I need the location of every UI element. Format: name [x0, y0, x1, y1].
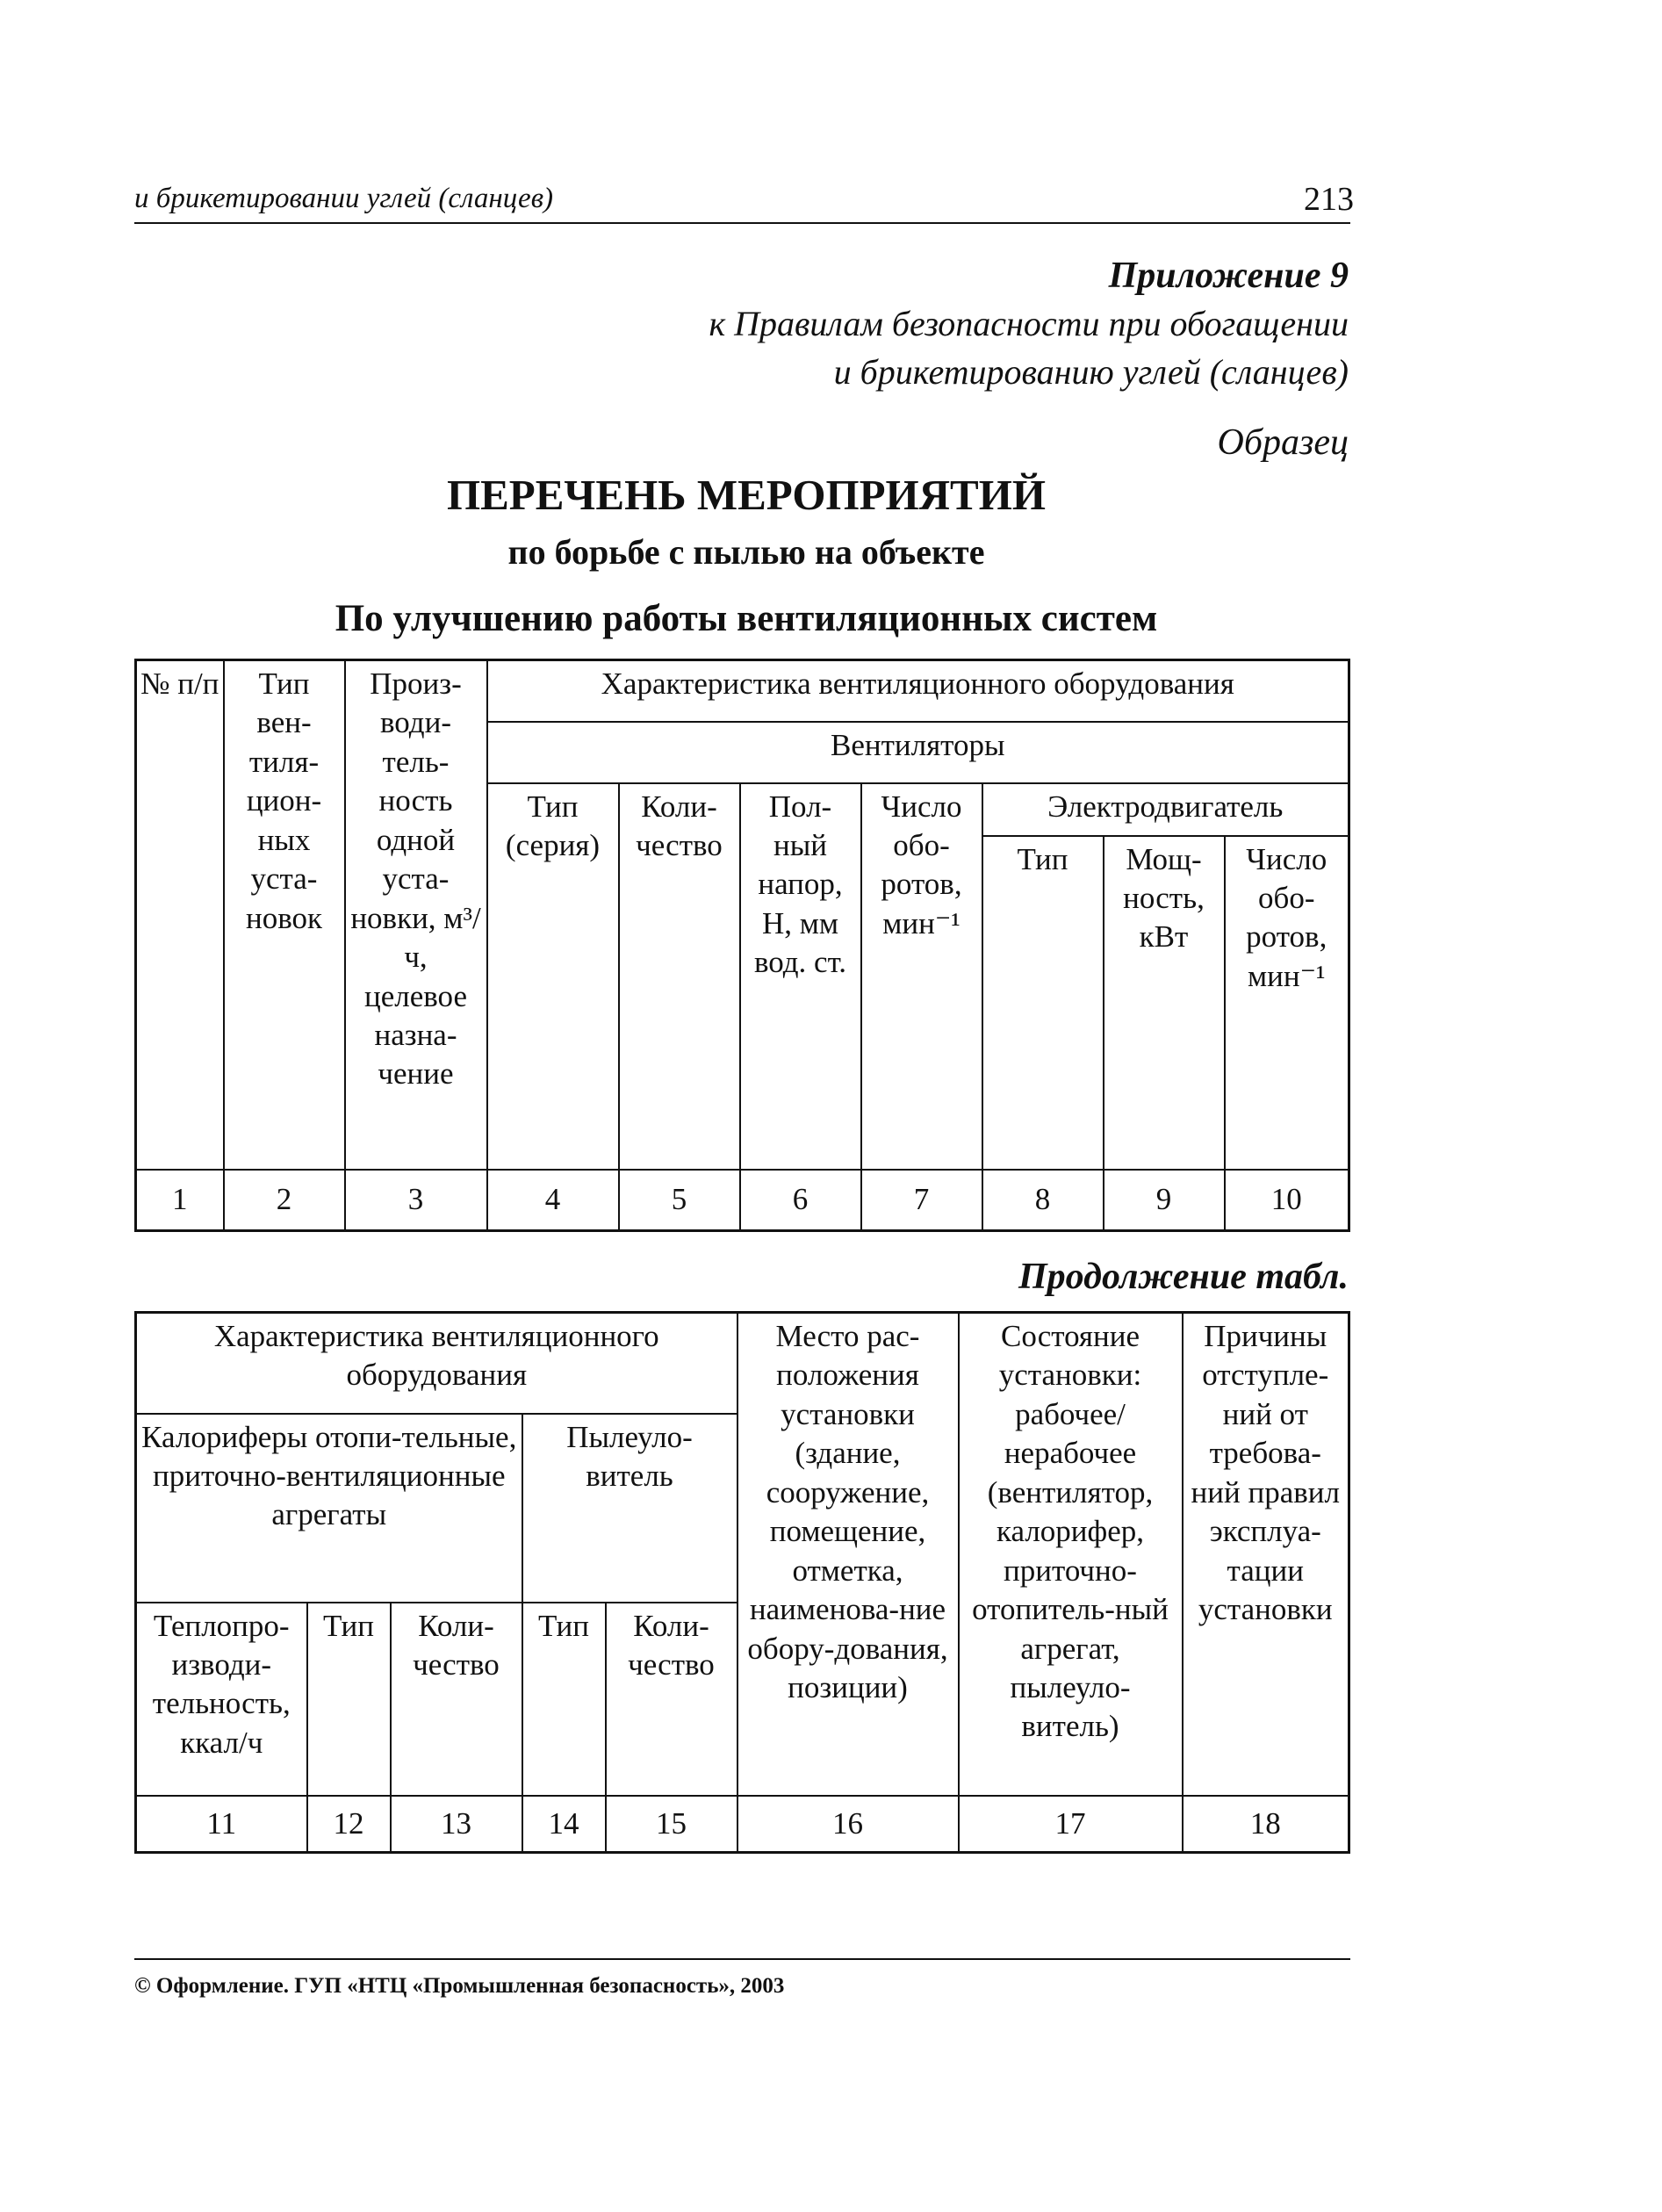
column-number: 7 — [861, 1170, 982, 1231]
column-number: 8 — [982, 1170, 1104, 1231]
header-fan-rpm: Число обо-ротов, мин⁻¹ — [861, 783, 982, 1170]
ventilation-table-continued — [134, 1311, 1350, 1854]
footer-rule — [134, 1958, 1350, 1960]
appendix-line-1: к Правилам безопасности при обогащении — [709, 304, 1349, 343]
header-performance: Произ-води-тель-ность одной уста-новки, м³/ч, целевое назна-чение — [345, 660, 487, 1170]
header-state: Состояние установки: рабочее/ нерабочее (вентилятор, калорифер, приточно-отопитель-ный агрегат, пылеуло-витель) — [959, 1313, 1183, 1796]
continuation-label: Продолжение табл. — [1018, 1257, 1349, 1297]
column-number: 11 — [136, 1796, 307, 1853]
column-number: 3 — [345, 1170, 487, 1231]
header-fan-quantity: Коли-чество — [619, 783, 740, 1170]
header-motor-type: Тип — [982, 836, 1104, 1170]
appendix-title: Приложение 9 — [1108, 256, 1349, 296]
document-title: ПЕРЕЧЕНЬ МЕРОПРИЯТИЙ — [447, 471, 1046, 519]
header-reasons: Причины отступле-ний от требова-ний правил эксплуа-тации установки — [1183, 1313, 1349, 1796]
header-motor: Электродвигатель — [982, 783, 1349, 836]
column-number: 10 — [1225, 1170, 1349, 1231]
header-heat-output: Теплопро-изводи-тельность, ккал/ч — [136, 1603, 307, 1796]
column-number: 13 — [391, 1796, 522, 1853]
column-number: 12 — [307, 1796, 391, 1853]
running-title: и брикетировании углей (сланцев) — [134, 183, 554, 214]
column-number: 5 — [619, 1170, 740, 1231]
column-number: 14 — [522, 1796, 606, 1853]
ventilation-table — [134, 659, 1350, 1232]
sample-label: Образец — [1217, 422, 1349, 463]
header-no: № п/п — [136, 660, 224, 1170]
header-pressure: Пол-ный напор, Н, мм вод. ст. — [740, 783, 861, 1170]
column-number: 18 — [1183, 1796, 1349, 1853]
header-rule — [134, 222, 1350, 224]
header-fans: Вентиляторы — [487, 722, 1349, 783]
header-fan-type: Тип (серия) — [487, 783, 619, 1170]
header-dust-collector: Пылеуло-витель — [522, 1414, 737, 1603]
column-number: 15 — [606, 1796, 737, 1853]
section-title: По улучшению работы вентиляционных систем — [335, 598, 1158, 639]
column-number: 2 — [224, 1170, 345, 1231]
header-heater-type: Тип — [307, 1603, 391, 1796]
header-equipment: Характеристика вентиляционного оборудования — [487, 660, 1349, 722]
header-dust-type: Тип — [522, 1603, 606, 1796]
column-number: 4 — [487, 1170, 619, 1231]
column-number: 1 — [136, 1170, 224, 1231]
header-location: Место рас-положения установки (здание, сооружение, помещение, отметка, наименова-ние обору-дования, позиции) — [737, 1313, 959, 1796]
column-number: 6 — [740, 1170, 861, 1231]
page-number: 213 — [1304, 181, 1354, 218]
copyright-footer: © Оформление. ГУП «НТЦ «Промышленная безопасность», 2003 — [134, 1974, 785, 1998]
document-subtitle: по борьбе с пылью на объекте — [507, 532, 985, 572]
column-number: 17 — [959, 1796, 1183, 1853]
header-heaters: Калориферы отопи-тельные, приточно-вентиляционные агрегаты — [136, 1414, 522, 1603]
appendix-line-2: и брикетированию углей (сланцев) — [833, 352, 1349, 392]
header-heater-quantity: Коли-чество — [391, 1603, 522, 1796]
column-number: 16 — [737, 1796, 959, 1853]
header-dust-quantity: Коли-чество — [606, 1603, 737, 1796]
header-motor-power: Мощ-ность, кВт — [1104, 836, 1225, 1170]
header-equipment-continued: Характеристика вентиляционного оборудования — [136, 1313, 737, 1414]
column-number: 9 — [1104, 1170, 1225, 1231]
header-install-type: Тип вен-тиля-цион-ных уста-новок — [224, 660, 345, 1170]
header-motor-rpm: Число обо-ротов, мин⁻¹ — [1225, 836, 1349, 1170]
